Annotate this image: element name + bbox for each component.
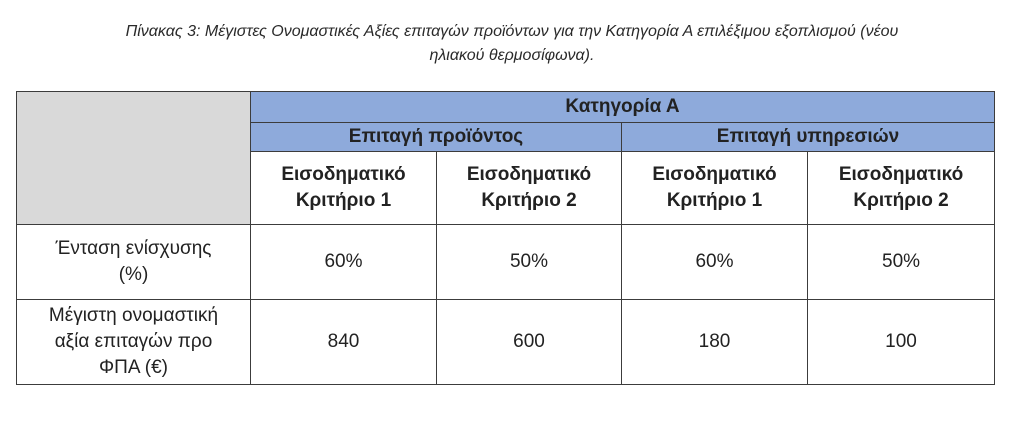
table-caption: [20, 20, 1004, 68]
criterion-header-line: Κριτήριο 2: [853, 190, 949, 211]
table-cell: 50%: [437, 225, 622, 300]
table-row: [17, 300, 995, 385]
criterion-header-line: Κριτήριο 1: [666, 190, 763, 211]
criterion-header-1: [251, 152, 437, 225]
table-cell: 50%: [808, 225, 995, 300]
table-cell: 600: [437, 300, 622, 385]
criterion-header-2: [437, 152, 622, 225]
criterion-header-3: [622, 152, 808, 225]
row-label-intensity: [17, 225, 251, 300]
voucher-values-table: [16, 91, 995, 385]
row-label-line: (%): [118, 264, 149, 285]
category-header-row: [17, 92, 995, 123]
criterion-header-4: [808, 152, 995, 225]
category-header: Κατηγορία Α: [251, 92, 995, 123]
row-label-line: Ένταση ενίσχυσης: [55, 238, 212, 259]
row-label-line: αξία επιταγών προ: [54, 331, 213, 352]
criterion-header-line: Κριτήριο 2: [481, 190, 577, 211]
table-cell: 60%: [251, 225, 437, 300]
table-cell: 180: [622, 300, 808, 385]
group-header-product: Επιταγή προϊόντος: [251, 123, 622, 152]
table-cell: 100: [808, 300, 995, 385]
table-cell: 840: [251, 300, 437, 385]
table-row: [17, 225, 995, 300]
caption-line-1: Πίνακας 3: Μέγιστες Ονομαστικές Αξίες επιταγών προϊόντων για την Κατηγορία Α επιλέξιμου εξοπλισμού (νέου: [125, 23, 899, 40]
row-label-line: Μέγιστη ονομαστική: [48, 305, 219, 326]
criterion-header-line: Κριτήριο 1: [295, 190, 392, 211]
criterion-header-line: Εισοδηματικό: [281, 164, 406, 185]
row-label-max-value: [17, 300, 251, 385]
table-cell: 60%: [622, 225, 808, 300]
criterion-header-line: Εισοδηματικό: [838, 164, 964, 185]
caption-line-2: ηλιακού θερμοσίφωνα).: [429, 47, 595, 64]
criterion-header-line: Εισοδηματικό: [652, 164, 777, 185]
group-header-services: Επιταγή υπηρεσιών: [622, 123, 995, 152]
corner-cell: [17, 92, 251, 225]
row-label-line: ΦΠΑ (€): [98, 357, 168, 378]
criterion-header-line: Εισοδηματικό: [466, 164, 592, 185]
